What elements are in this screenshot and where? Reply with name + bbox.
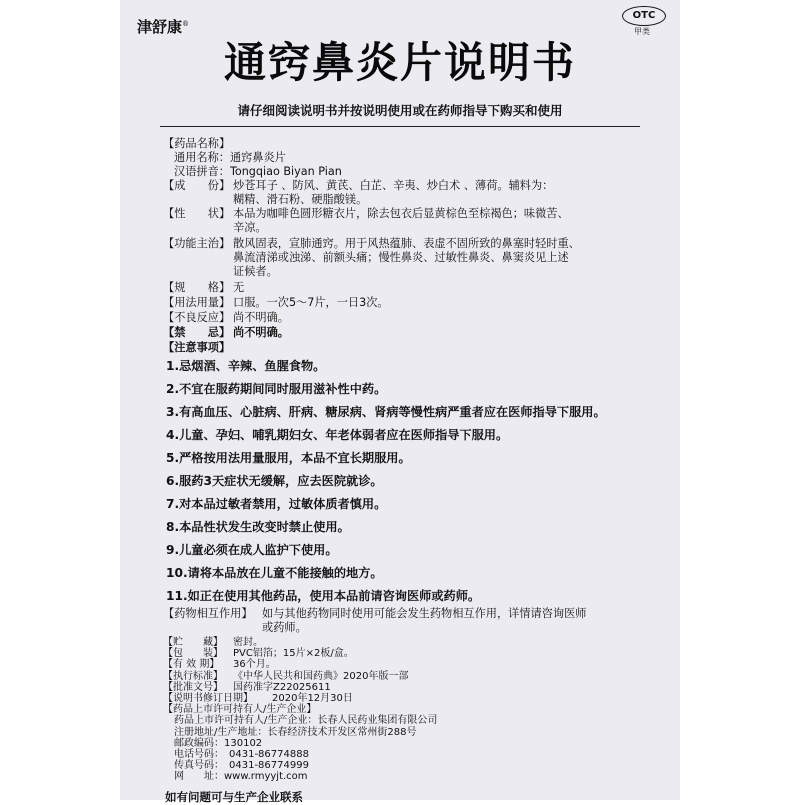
character-line-1: 本品为咖啡色圆形糖衣片，除去包衣后显黄棕色至棕褐色；味微苦、 <box>233 207 569 220</box>
storage-value: 密封。 <box>233 637 263 648</box>
package-label: 【包 装】 <box>163 648 223 660</box>
usage-label: 【用法用量】 <box>163 296 231 309</box>
note-item: 4.儿童、孕妇、哺乳期妇女、年老体弱者应在医师指导下服用。 <box>166 428 509 442</box>
manufacturer-holder-label: 【药品上市许可持有人/生产企业】 <box>163 704 317 716</box>
indication-line-2: 鼻流清涕或浊涕、前额头痛；慢性鼻炎、过敏性鼻炎、鼻窦炎见上述 <box>233 251 569 264</box>
divider <box>160 126 640 127</box>
interaction-label: 【药物相互作用】 <box>163 607 253 620</box>
manufacturer-phone: 电话号码： 0431-86774888 <box>174 749 309 760</box>
validity-value: 36个月。 <box>233 659 276 671</box>
note-item: 1.忌烟酒、辛辣、鱼腥食物。 <box>166 359 326 373</box>
common-name: 通用名称：通窍鼻炎片 <box>174 151 286 164</box>
spec-value: 无 <box>233 281 245 294</box>
manufacturer-holder: 药品上市许可持有人/生产企业：长春人民药业集团有限公司 <box>174 715 438 727</box>
manufacturer-postcode: 邮政编码：130102 <box>174 737 263 749</box>
ingredients-line-1: 炒苍耳子 、防风、黄芪、白芷、辛夷、炒白术 、薄荷。辅料为： <box>233 179 554 192</box>
standard-label: 【执行标准】 <box>163 670 223 682</box>
note-item: 5.严格按用法用量服用，本品不宜长期服用。 <box>166 451 411 465</box>
pinyin-name: 汉语拼音：Tongqiao Biyan Pian <box>174 165 342 178</box>
brand-name: 津舒康 <box>137 18 183 36</box>
indication-line-1: 散风固表，宣肺通窍。用于风热蕴肺、表虚不固所致的鼻塞时轻时重、 <box>233 237 580 250</box>
note-item: 2.不宜在服药期间同时服用滋补性中药。 <box>166 382 387 396</box>
page-title: 通窍鼻炎片说明书 <box>223 38 576 87</box>
character-label: 【性 状】 <box>163 207 231 220</box>
note-item: 10.请将本品放在儿童不能接触的地方。 <box>166 566 383 580</box>
manufacturer-address: 注册地址/生产地址：长春经济技术开发区常州街288号 <box>174 726 417 738</box>
usage-value: 口服。一次5～7片，一日3次。 <box>233 296 389 309</box>
revision-value: 2020年12月30日 <box>272 693 353 704</box>
brand-logo <box>137 16 189 37</box>
otc-badge: OTC <box>622 6 666 26</box>
interaction-line-2: 或药师。 <box>262 621 307 634</box>
note-item: 3.有高血压、心脏病、肝病、糖尿病、肾病等慢性病严重者应在医师指导下服用。 <box>166 405 606 419</box>
manufacturer-website: 网 址：www.rmyyjt.com <box>174 771 308 783</box>
ingredients-label: 【成 份】 <box>163 179 231 192</box>
notes-label: 【注意事项】 <box>163 341 231 354</box>
note-item: 11.如正在使用其他药品，使用本品前请咨询医师或药师。 <box>166 589 481 603</box>
note-item: 9.儿童必须在成人监护下使用。 <box>166 543 338 557</box>
note-item: 8.本品性状发生改变时禁止使用。 <box>166 520 350 534</box>
standard-value: 《中华人民共和国药典》2020年版一部 <box>233 670 409 682</box>
approval-value: 国药准字Z22025611 <box>233 681 331 693</box>
otc-category: 甲类 <box>634 27 650 36</box>
character-line-2: 辛凉。 <box>233 221 267 234</box>
registered-mark: ® <box>182 20 190 28</box>
page-subtitle: 请仔细阅读说明书并按说明使用或在药师指导下购买和使用 <box>237 103 563 118</box>
drug-name-label: 【药品名称】 <box>163 137 231 150</box>
note-item: 6.服药3天症状无缓解，应去医院就诊。 <box>166 474 383 488</box>
ingredients-line-2: 糊精、滑石粉、硬脂酸镁。 <box>233 193 368 206</box>
contra-value: 尚不明确。 <box>233 326 289 339</box>
validity-label: 【有 效 期】 <box>163 659 220 671</box>
interaction-line-1: 如与其他药物同时使用可能会发生药物相互作用，详情请咨询医师 <box>262 607 587 620</box>
storage-label: 【贮 藏】 <box>163 637 223 648</box>
spec-label: 【规 格】 <box>163 281 231 294</box>
manufacturer-fax: 传真号码： 0431-86774999 <box>174 760 309 772</box>
package-value: PVC铝箔；15片×2板/盒。 <box>233 648 354 660</box>
indication-label: 【功能主治】 <box>163 237 231 250</box>
indication-line-3: 证候者。 <box>233 265 278 278</box>
contra-label: 【禁 忌】 <box>163 326 231 339</box>
revision-label: 【说明书修订日期】 <box>163 693 253 704</box>
adverse-label: 【不良反应】 <box>163 311 231 324</box>
footer-note: 如有问题可与生产企业联系 <box>165 789 303 804</box>
approval-label: 【批准文号】 <box>163 681 223 693</box>
note-item: 7.对本品过敏者禁用，过敏体质者慎用。 <box>166 497 387 511</box>
adverse-value: 尚不明确。 <box>233 311 289 324</box>
